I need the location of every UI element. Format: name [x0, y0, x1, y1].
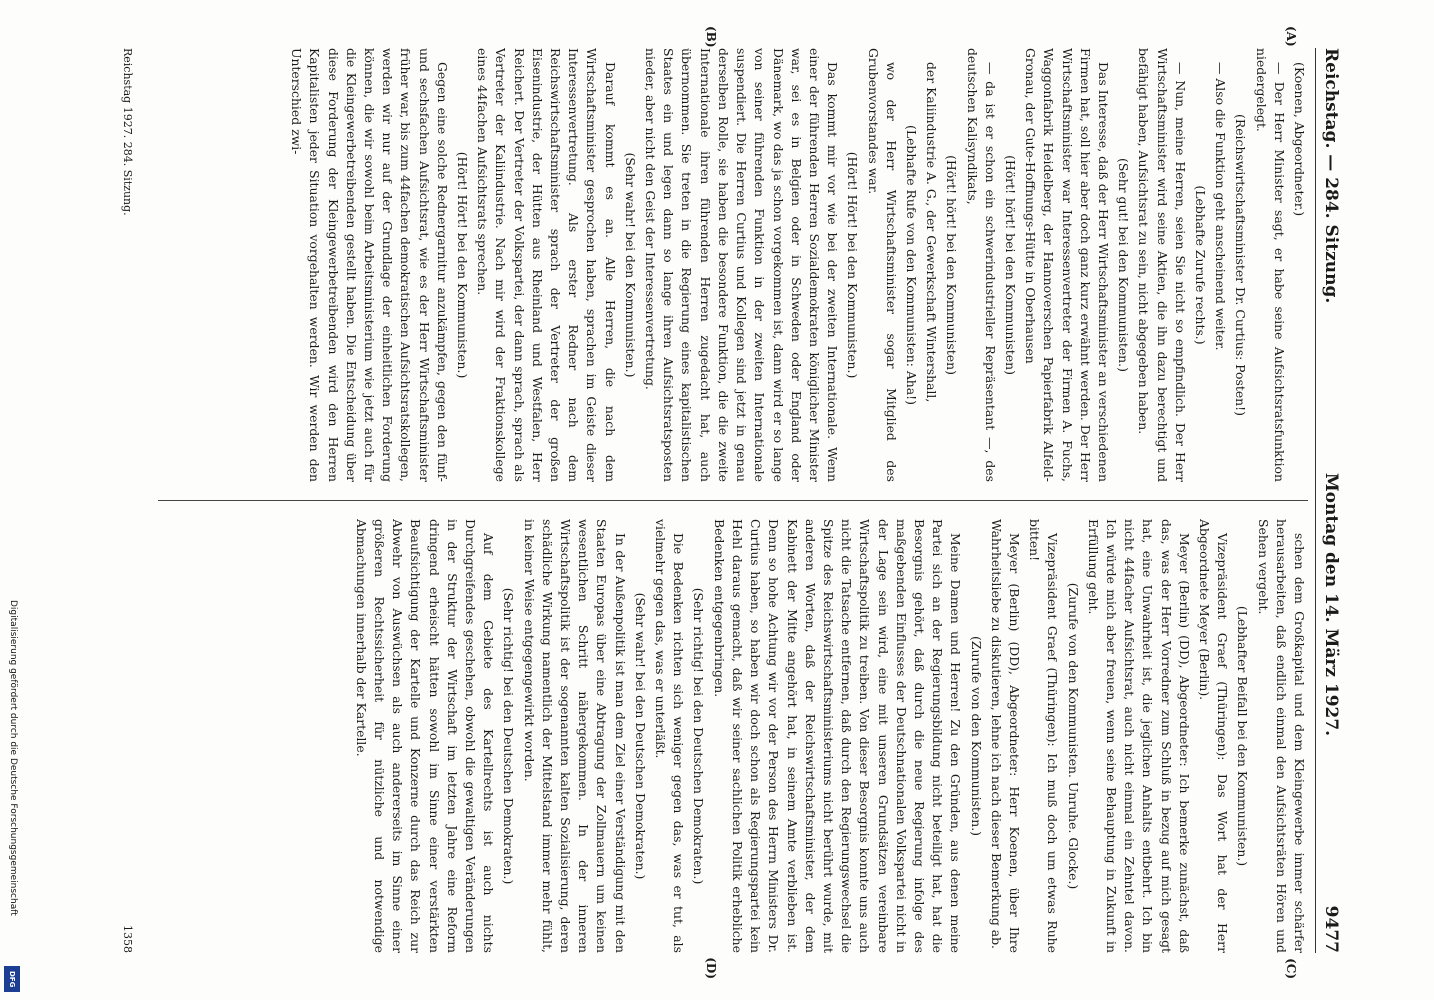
- margin-mark-c: (C): [1284, 958, 1298, 979]
- paragraph: Meyer (Berlin) (DD), Abgeordneter: Herr Koenen, über Ihre Wahrheitsliebe zu diskutieren, lehne ich nach dieser Bemerkung ab.: [988, 519, 1022, 953]
- paragraph: — Nun, meine Herren, seien Sie nicht so empfindlich. Der Herr Wirtschaftsminister wird seine Aktien, die ihn dazu berechtigt und befähigt haben, Aufsichtsrat zu sein, nicht abgegeben haben.: [1136, 48, 1188, 482]
- scanned-sheet: [88, 18, 1358, 983]
- paragraph: — Also die Funktion geht anscheinend weiter.: [1213, 62, 1229, 351]
- paragraph: (Koenen, Abgeordneter.): [1292, 62, 1307, 217]
- dfg-logo: DFG: [4, 966, 20, 992]
- header-left: Reichstag. — 284. Sitzung.: [1321, 48, 1341, 304]
- page-number: 9477: [1321, 905, 1341, 953]
- interjection: (Hört! Hört! bei den Kommunisten.): [455, 151, 471, 379]
- paragraph: — Der Herr Minister sagt, er habe seine Aufsichtsratsfunktion niedergelegt.: [1253, 48, 1287, 482]
- interjection: (Reichswirtschaftsminister Dr. Curtius: Posten!): [1233, 114, 1249, 416]
- paragraph: Meine Damen und Herren! Zu den Gründen, aus denen meine Partei sich an der Regierungsbildung nicht beteiligt hat, hat die Besorgnis gehört, daß durch die neue Regierung infolge des maßgebenden Einflusses der Deutschnationalen Volkspartei nicht in der Lage sein wird, eine mit unseren Grundsätzen vereinbare Wirtschaftspolitik zu treiben. Von dieser Besorgnis konnte uns auch nicht die Tatsache entfernen, daß durch den Regierungswechsel die Spitze des Reichswirtschaftsministeriums nicht berührt wurde, mit anderen Worten, daß der Reichswirtschaftsminister, der dem Kabinett der Mitte angehört hat, in seinem Amte verblieben ist. Denn so hohe Achtung wir vor der Person des Herrn Ministers Dr. Curtius haben, so haben wir doch schon als Regierungspartei kein Hehl daraus gemacht, daß wir seiner sachlichen Politik erhebliche Bedenken entgegenbringen.: [711, 519, 964, 953]
- paragraph: In der Außenpolitik ist man dem Ziel einer Verständigung mit den Staaten Europas über eine Abtragung der Zollmauern um keinen wesentlichen Schritt nähergekommen. In der inneren Wirtschaftspolitik ist der sogenannten kalten Sozialisierung, deren schädliche Wirkung namentlich der Mittelstand immer mehr fühlt, in keiner Weise entgegengewirkt worden.: [521, 519, 628, 953]
- interjection: (Lebhafte Rufe von den Kommunisten: Aha!): [903, 125, 919, 405]
- left-column: [158, 48, 1308, 482]
- digitization-note: [4, 600, 24, 992]
- margin-mark-d: (D): [704, 957, 718, 979]
- running-head: [1315, 48, 1346, 953]
- interjection: (Sehr richtig! bei den Deutschen Demokraten.): [501, 587, 517, 885]
- paragraph: Meyer (Berlin) (DD), Abgeordneter: Ich bemerke zunächst, daß das, was der Herr Vorredner zum Schluß in bezug auf mich gesagt hat, eine Unwahrheit ist, die jeglichen Anhalts entbehrt. Ich bin nicht 44facher Aufsichtsrat, auch nicht einmal ein Zehntel davon. Ich würde mich aber freuen, wenn seine Behauptung in Zukunft in Erfüllung geht.: [1085, 519, 1192, 953]
- paragraph: Auf dem Gebiete des Kartellrechts ist auch nichts Durchgreifendes geschehen, obwohl die gewaltigen Veränderungen in der Struktur der Wirtschaft im letzten Jahre eine Reform dringend erheischt hätten sowohl im Sinne einer verstärkten Beaufsichtigung der Kartelle und Konzerne durch das Reich zur Abwehr von Auswüchsen als auch andererseits im Sinne einer größeren Rechtssicherheit für nützliche und notwendige Abmachungen innerhalb der Kartelle.: [353, 519, 497, 953]
- paragraph: Gegen eine solche Rednergarnitur anzukämpfen, gegen den fünf- und sechsfachen Aufsichtsrat, wie es der Herr Wirtschaftsminister früher war, bis zum 44fachen demokratischen Aufsichtsratskollegen, werden wir nur auf der Grundlage der einheitlichen Forderung können, die wir sowohl beim Arbeitsministerium wie jetzt auch für die Kleingewerbetreibenden gestellt haben. Die Entscheidung über diese Forderung der Kleingewerbetreibenden wird den Herren Kapitalisten jeder Situation vorgehalten werden. Wir werden den Unterschied zwi-: [289, 48, 450, 482]
- interjection: (Hört! hört! bei den Kommunisten): [944, 155, 960, 375]
- interjection: (Sehr wahr! bei den Kommunisten.): [622, 152, 638, 378]
- paragraph: Das Interesse, daß der Herr Wirtschaftsminister an verschiedenen Firmen hat, soll hier aber doch ganz kurz erwähnt werden. Der Herr Wirtschaftsminister war Interessenvertreter der Firmen A. Fuchs, Waggonfabrik Heidelberg, der Hannoverschen Papierfabrik Alfeld-Gronau, der Gute-Hoffnungs-Hütte in Oberhausen: [1023, 48, 1111, 482]
- interjection: (Sehr wahr! bei den Deutschen Demokraten.): [632, 592, 648, 880]
- paragraph: wo der Herr Wirtschaftsminister sogar Mitglied des Grubenvorstandes war.: [865, 48, 899, 482]
- margin-mark-a: (A): [1284, 26, 1298, 47]
- interjection: (Lebhafte Zurufe rechts.): [1192, 185, 1208, 345]
- paragraph: schen dem Großkapital und dem Kleingewerbe immer schärfer herausarbeiten, daß endlich einmal den Aufsichtsräten Hören und Sehen vergeht.: [1255, 519, 1307, 953]
- interjection: (Hört! hört! bei den Kommunisten): [1002, 155, 1018, 375]
- interjection: (Lebhafter Beifall bei den Kommunisten.): [1235, 605, 1251, 867]
- paragraph: Vizepräsident Graef (Thüringen): Das Wort hat der Herr Abgeordnete Meyer (Berlin).: [1196, 519, 1231, 953]
- interjection: (Sehr gut! bei den Kommunisten.): [1116, 158, 1132, 372]
- interjection: (Hört! Hört! bei den Kommunisten.): [845, 151, 861, 379]
- column-divider: [158, 500, 1308, 501]
- right-column: [158, 519, 1308, 953]
- paragraph: Das kommt mir vor wie bei der zweiten Internationale. Wenn einer der führenden Herren Sozialdemokraten königlicher Minister war, sei es in Belgien oder in Schweden oder England oder Dänemark, wo das ja schon vorgekommen ist, dann wird er so lange von seiner führenden Funktion in der zweiten Internationale suspendiert. Die Herren Curtius und Kollegen sind jetzt in genau derselben Rolle, sie haben die besondere Funktion, die die zweite Internationale ihren führenden Herren zugedacht hat, auch übernommen. Sie treten in die Regierung eines kapitalistischen Staates ein und legen dann so lange ihren Aufsichtsratsposten nieder, aber nicht den Geist der Interessenvertretung.: [643, 48, 841, 482]
- footer-left: Reichstag 1927. 284. Sitzung.: [121, 48, 135, 216]
- page-footer: [116, 48, 140, 953]
- paragraph: Darauf kommt es an. Alle Herren, die nach dem Wirtschaftsminister gesprochen haben, sprachen im Geiste dieser Interessenvertretung. Als erster Redner nach dem Reichswirtschaftsminister sprach der Vertreter der großen Eisenindustrie, der Hütten aus Rheinland und Westfalen, Herr Reichert. Der Vertreter der Volkspartei, der dann sprach, sprach als Vertreter der Kaliindustrie. Nach mir wird der Fraktionskollege eines 44fachen Aufsichtsrats sprechen.: [475, 48, 618, 482]
- paragraph: Vizepräsident Graef (Thüringen): Ich muß doch um etwas Ruhe bitten!: [1027, 519, 1061, 953]
- digitization-note-text: Digitalisierung gefördert durch die Deutsche Forschungsgemeinschaft: [8, 600, 18, 916]
- interjection: (Zurufe von den Kommunisten.): [968, 636, 984, 836]
- paragraph: der Kaliindustrie A. G., der Gewerkschaft Wintershall,: [924, 62, 940, 403]
- interjection: (Zurufe von den Kommunisten. Unruhe. Glocke.): [1065, 582, 1081, 890]
- interjection: (Sehr richtig! bei den Deutschen Demokraten.): [691, 587, 707, 885]
- footer-right: 1358: [121, 925, 135, 953]
- margin-mark-b: (B): [704, 26, 718, 48]
- paragraph: Die Bedenken richten sich weniger gegen das, was er tut, als vielmehr gegen das, was er unterläßt.: [653, 519, 687, 953]
- header-center: Montag den 14. März 1927.: [1321, 472, 1341, 737]
- text-columns: [158, 48, 1308, 953]
- paragraph: — da ist er schon ein schwerindustrieller Repräsentant —, des deutschen Kalisyndikats,: [964, 48, 998, 482]
